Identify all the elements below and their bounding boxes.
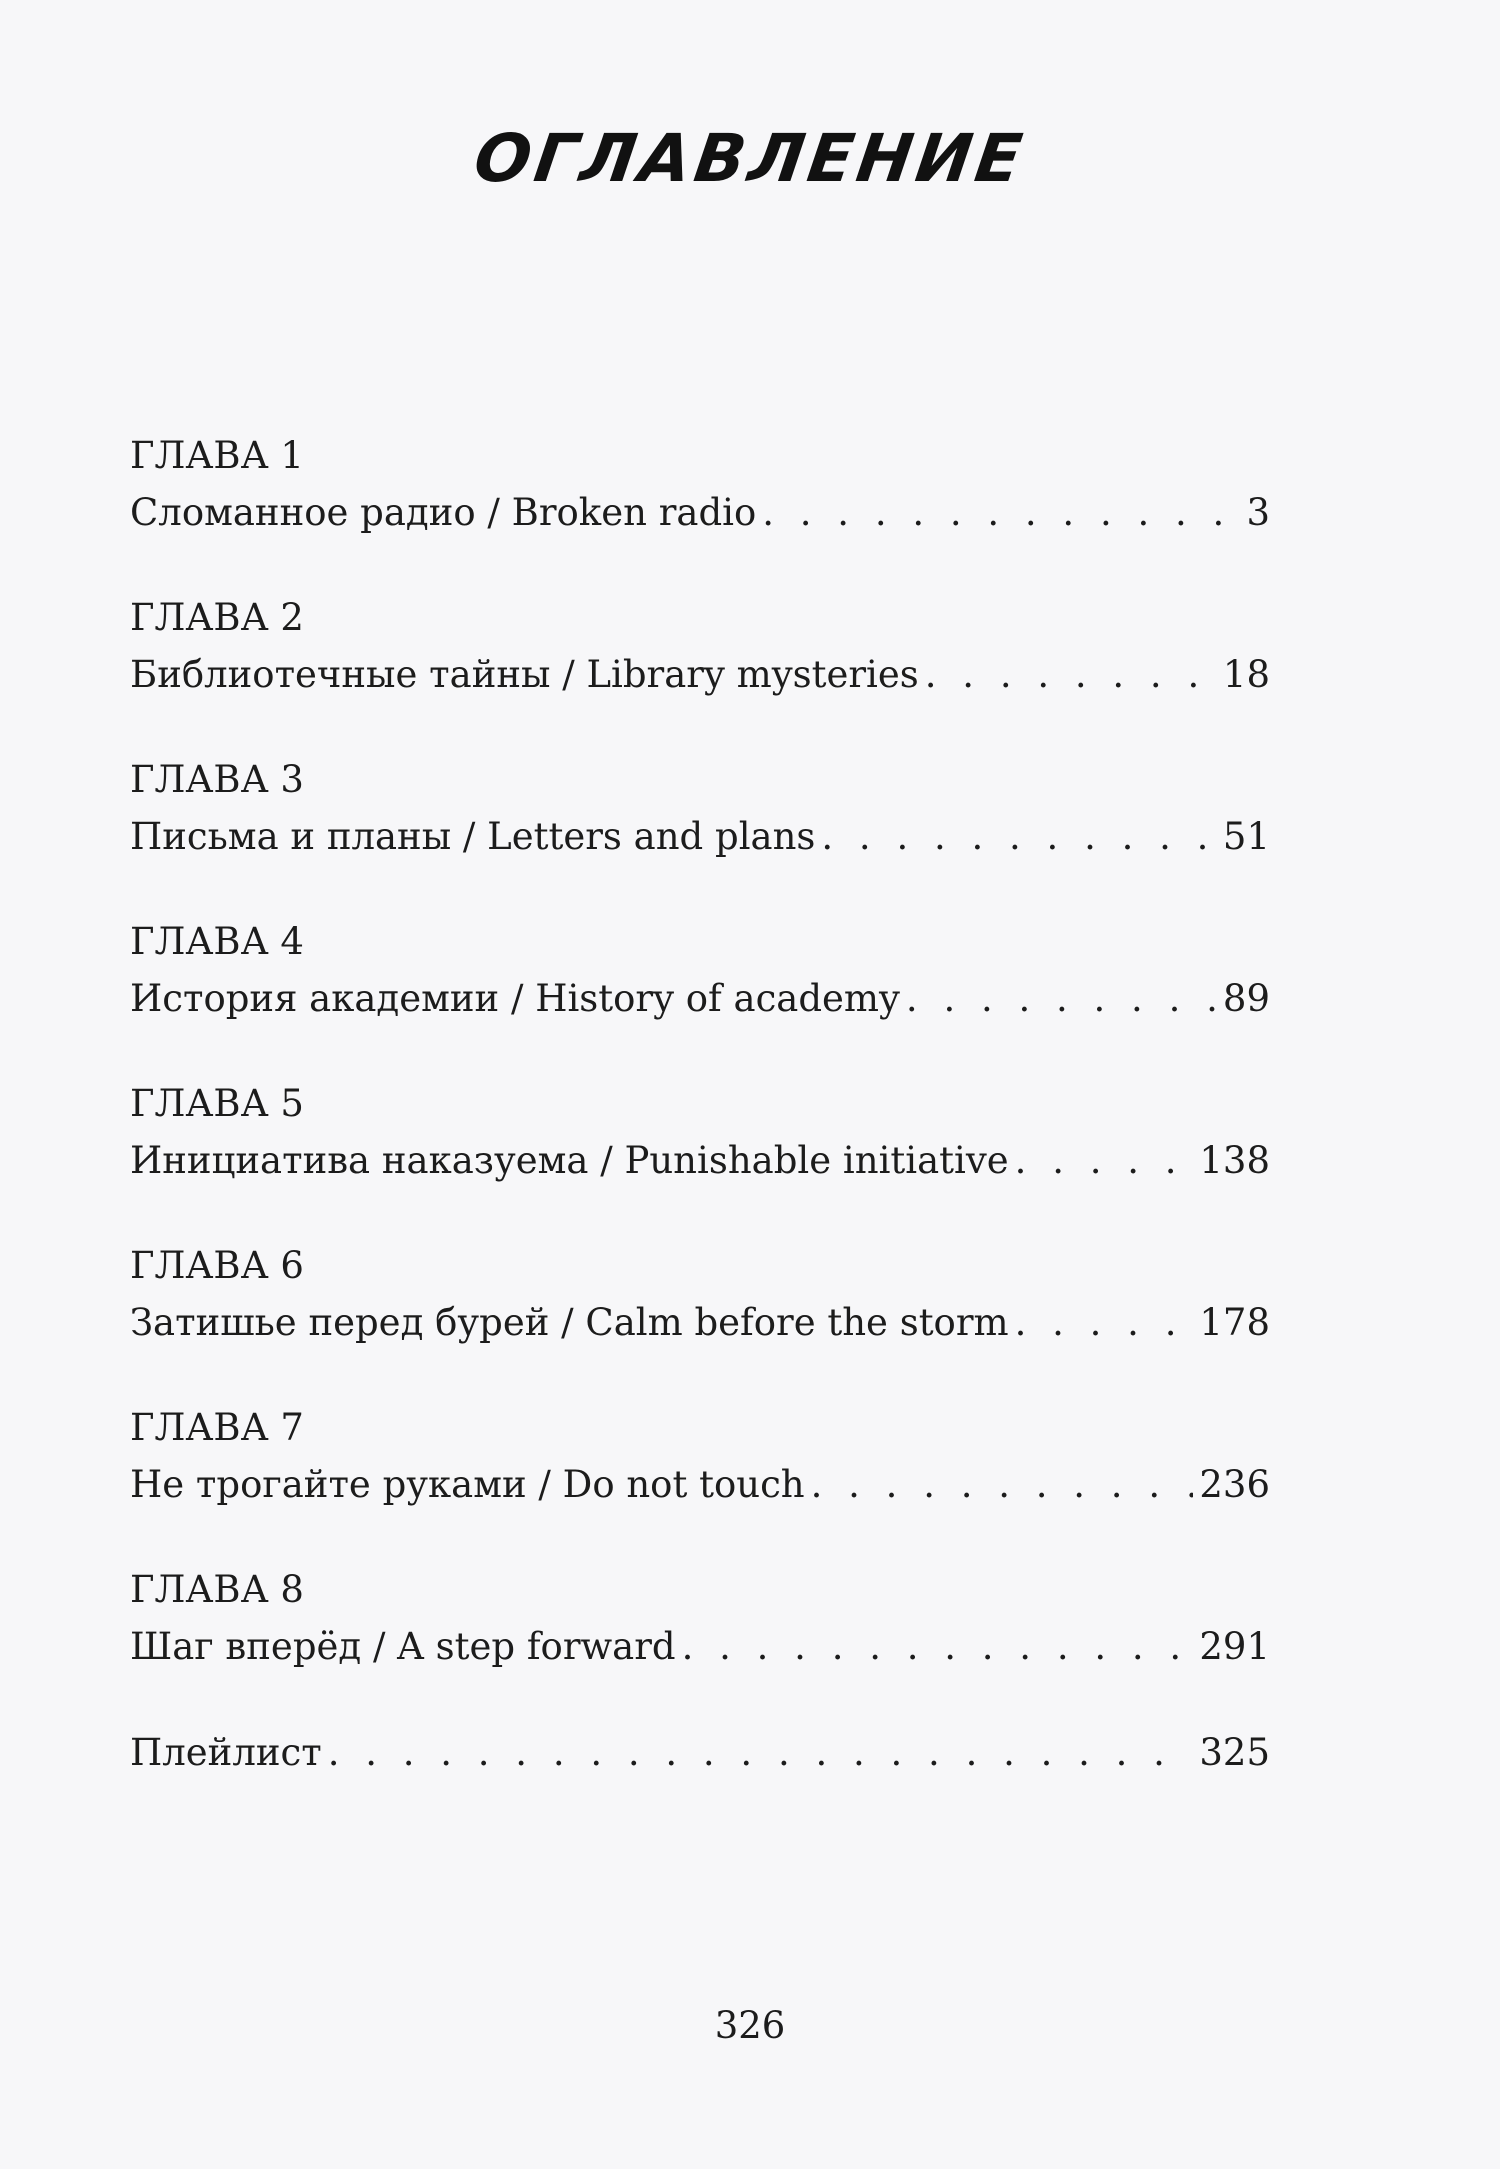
toc-entry bbox=[130, 1456, 1270, 1514]
chapter-title: Не трогайте руками / Do not touch bbox=[130, 1463, 805, 1506]
toc-entry bbox=[130, 970, 1270, 1028]
page-title: ОГЛАВЛЕНИЕ bbox=[469, 120, 1031, 197]
chapter-page-number: 51 bbox=[1222, 815, 1270, 858]
chapter-title: История академии / History of academy bbox=[130, 977, 900, 1020]
toc-entry bbox=[130, 646, 1270, 704]
chapter-label: ГЛАВА 8 bbox=[130, 1568, 304, 1611]
toc-chapter-2 bbox=[130, 590, 1270, 704]
chapter-title: Письма и планы / Letters and plans bbox=[130, 815, 816, 858]
dot-leader bbox=[1015, 1294, 1194, 1352]
chapter-label: ГЛАВА 6 bbox=[130, 1244, 304, 1287]
toc-chapter-3 bbox=[130, 752, 1270, 866]
chapter-page-number: 89 bbox=[1222, 977, 1270, 1020]
chapter-title: Затишье перед бурей / Calm before the storm bbox=[130, 1301, 1009, 1344]
dot-leader bbox=[1015, 1132, 1194, 1190]
toc-entry-playlist bbox=[130, 1724, 1270, 1782]
chapter-title: Шаг вперёд / A step forward bbox=[130, 1625, 676, 1668]
dot-leader bbox=[328, 1724, 1194, 1782]
toc-entry bbox=[130, 1132, 1270, 1190]
chapter-label: ГЛАВА 3 bbox=[130, 758, 304, 801]
dot-leader bbox=[925, 646, 1217, 704]
toc-entry bbox=[130, 484, 1270, 542]
chapter-label: ГЛАВА 4 bbox=[130, 920, 304, 963]
table-of-contents bbox=[130, 428, 1270, 1782]
chapter-title: Библиотечные тайны / Library mysteries bbox=[130, 653, 919, 696]
page-number: 326 bbox=[714, 2004, 786, 2047]
toc-chapter-1 bbox=[130, 428, 1270, 542]
chapter-page-number: 18 bbox=[1222, 653, 1270, 696]
toc-chapter-5 bbox=[130, 1076, 1270, 1190]
dot-leader bbox=[906, 970, 1217, 1028]
chapter-page-number: 138 bbox=[1199, 1139, 1270, 1182]
dot-leader bbox=[811, 1456, 1194, 1514]
toc-entry bbox=[130, 808, 1270, 866]
dot-leader bbox=[762, 484, 1240, 542]
toc-entry bbox=[130, 1294, 1270, 1352]
chapter-page-number: 236 bbox=[1199, 1463, 1270, 1506]
toc-chapter-6 bbox=[130, 1238, 1270, 1352]
toc-chapter-4 bbox=[130, 914, 1270, 1028]
chapter-label: ГЛАВА 2 bbox=[130, 596, 304, 639]
chapter-label: ГЛАВА 7 bbox=[130, 1406, 304, 1449]
chapter-title: Сломанное радио / Broken radio bbox=[130, 491, 757, 534]
chapter-title: Инициатива наказуема / Punishable initiative bbox=[130, 1139, 1009, 1182]
toc-entry bbox=[130, 1618, 1270, 1676]
toc-chapter-8 bbox=[130, 1562, 1270, 1676]
dot-leader bbox=[821, 808, 1217, 866]
chapter-page-number: 178 bbox=[1199, 1301, 1270, 1344]
toc-chapter-7 bbox=[130, 1400, 1270, 1514]
playlist-title: Плейлист bbox=[130, 1731, 322, 1774]
chapter-page-number: 3 bbox=[1246, 491, 1270, 534]
dot-leader bbox=[682, 1618, 1194, 1676]
playlist-page-number: 325 bbox=[1199, 1731, 1270, 1774]
chapter-label: ГЛАВА 5 bbox=[130, 1082, 304, 1125]
chapter-page-number: 291 bbox=[1199, 1625, 1270, 1668]
chapter-label: ГЛАВА 1 bbox=[130, 434, 304, 477]
